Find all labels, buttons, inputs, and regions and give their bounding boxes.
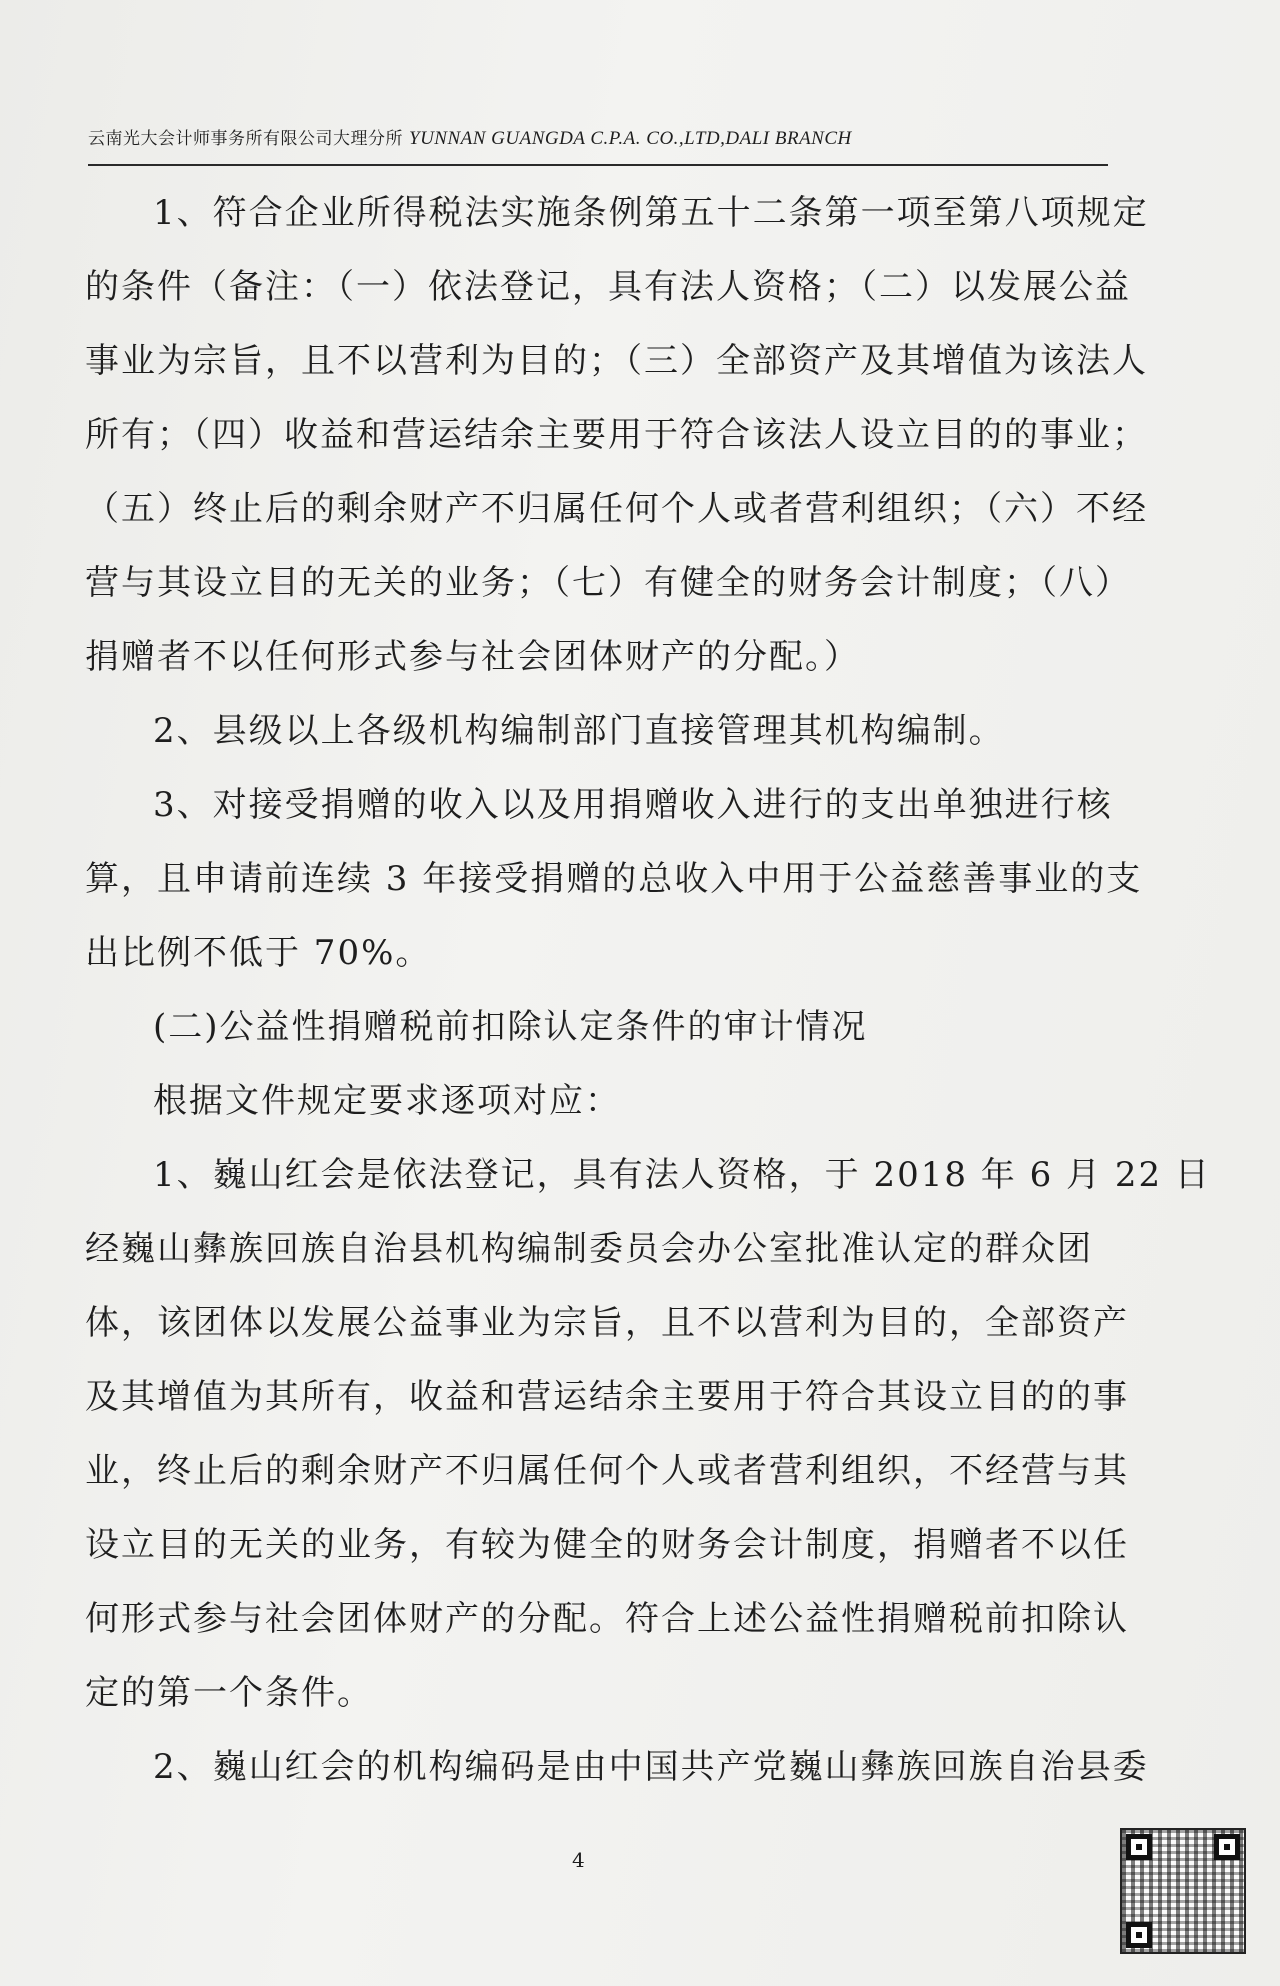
text-line: 及其增值为其所有，收益和营运结余主要用于符合其设立目的的事 bbox=[85, 1377, 1129, 1417]
text-line: 出比例不低于 70%。 bbox=[85, 933, 432, 973]
text-line: 经巍山彝族回族自治县机构编制委员会办公室批准认定的群众团 bbox=[85, 1229, 1093, 1269]
text-line: 1、巍山红会是依法登记，具有法人资格，于 2018 年 6 月 22 日 bbox=[153, 1155, 1211, 1195]
qr-finder-pattern bbox=[1214, 1834, 1240, 1860]
qr-finder-pattern bbox=[1126, 1834, 1152, 1860]
text-line: 根据文件规定要求逐项对应： bbox=[153, 1081, 621, 1121]
text-line: 所有；（四）收益和营运结余主要用于符合该法人设立目的的事业； bbox=[85, 415, 1148, 455]
text-line: 的条件（备注：（一）依法登记，具有法人资格；（二）以发展公益 bbox=[85, 267, 1131, 307]
qr-code-icon bbox=[1120, 1828, 1246, 1954]
text-line: 业，终止后的剩余财产不归属任何个人或者营利组织，不经营与其 bbox=[85, 1451, 1129, 1491]
text-line: 体，该团体以发展公益事业为宗旨，且不以营利为目的，全部资产 bbox=[85, 1303, 1129, 1343]
text-line: 2、县级以上各级机构编制部门直接管理其机构编制。 bbox=[153, 711, 1005, 751]
section-heading: (二)公益性捐赠税前扣除认定条件的审计情况 bbox=[153, 1007, 868, 1047]
text-line: 定的第一个条件。 bbox=[85, 1673, 373, 1713]
qr-finder-pattern bbox=[1126, 1922, 1152, 1948]
firm-name-cn: 云南光大会计师事务所有限公司大理分所 bbox=[88, 129, 403, 149]
text-line: 算，且申请前连续 3 年接受捐赠的总收入中用于公益慈善事业的支 bbox=[85, 859, 1143, 899]
letterhead bbox=[88, 124, 1108, 166]
firm-name-en: YUNNAN GUANGDA C.P.A. CO.,LTD,DALI BRANCH bbox=[409, 128, 852, 149]
text-line: 何形式参与社会团体财产的分配。符合上述公益性捐赠税前扣除认 bbox=[85, 1599, 1129, 1639]
text-line: 3、对接受捐赠的收入以及用捐赠收入进行的支出单独进行核 bbox=[153, 785, 1113, 825]
page-number: 4 bbox=[572, 1848, 585, 1872]
text-line: （五）终止后的剩余财产不归属任何个人或者营利组织；（六）不经 bbox=[85, 489, 1148, 529]
text-line: 营与其设立目的无关的业务；（七）有健全的财务会计制度；（八） bbox=[85, 563, 1131, 603]
text-line: 捐赠者不以任何形式参与社会团体财产的分配。） bbox=[85, 637, 860, 677]
text-line: 设立目的无关的业务，有较为健全的财务会计制度，捐赠者不以任 bbox=[85, 1525, 1129, 1565]
text-line: 1、符合企业所得税法实施条例第五十二条第一项至第八项规定 bbox=[153, 193, 1149, 233]
text-line: 事业为宗旨，且不以营利为目的；（三）全部资产及其增值为该法人 bbox=[85, 341, 1148, 381]
text-line: 2、巍山红会的机构编码是由中国共产党巍山彝族回族自治县委 bbox=[153, 1747, 1149, 1787]
body-text bbox=[85, 176, 1211, 1804]
